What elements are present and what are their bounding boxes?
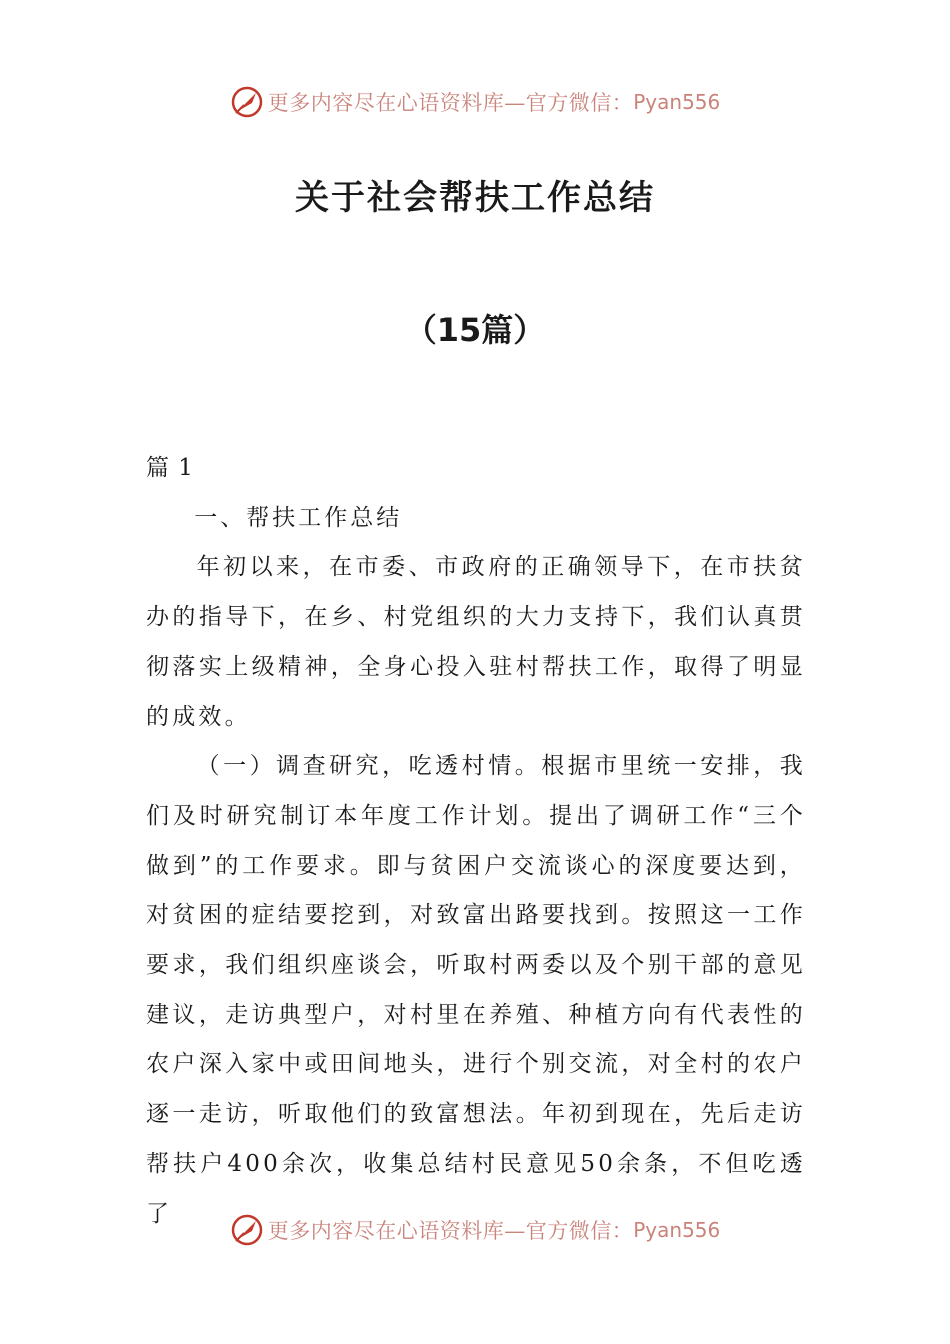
quill-pen-logo-icon <box>230 1213 264 1247</box>
watermark-wechat-id: Pyan556 <box>633 90 721 114</box>
document-title: 关于社会帮扶工作总结 <box>295 178 655 218</box>
watermark-wechat-id: Pyan556 <box>633 1218 721 1242</box>
document-subtitle: （15篇） <box>404 311 546 349</box>
section-label: 篇 1 <box>146 455 194 481</box>
quill-pen-logo-icon <box>230 85 264 119</box>
watermark-banner-top <box>0 80 950 124</box>
document-body <box>146 444 806 1239</box>
watermark-banner-bottom <box>0 1208 950 1252</box>
section-heading: 一、帮扶工作总结 <box>194 504 403 531</box>
body-paragraph-1: 年初以来，在市委、市政府的正确领导下，在市扶贫办的指导下，在乡、村党组织的大力支持下，我们认真贯彻落实上级精神，全身心投入驻村帮扶工作，取得了明显的成效。 <box>146 554 806 730</box>
watermark-text: 更多内容尽在心语资料库—官方微信： <box>267 91 634 115</box>
watermark-text: 更多内容尽在心语资料库—官方微信： <box>267 1219 634 1243</box>
body-paragraph-2: （一）调查研究，吃透村情。根据市里统一安排，我们及时研究制订本年度工作计划。提出了调研工作“三个做到”的工作要求。即与贫困户交流谈心的深度要达到，对贫困的症结要挖到，对致富出路要找到。按照这一工作要求，我们组织座谈会，听取村两委以及个别干部的意见建议，走访典型户，对村里在养殖、种植方向有代表性的农户深入家中或田间地头，进行个别交流，对全村的农户逐一走访，听取他们的致富想法。年初到现在，先后走访帮扶户400余次，收集总结村民意见50余条，不但吃透了 <box>146 753 806 1227</box>
